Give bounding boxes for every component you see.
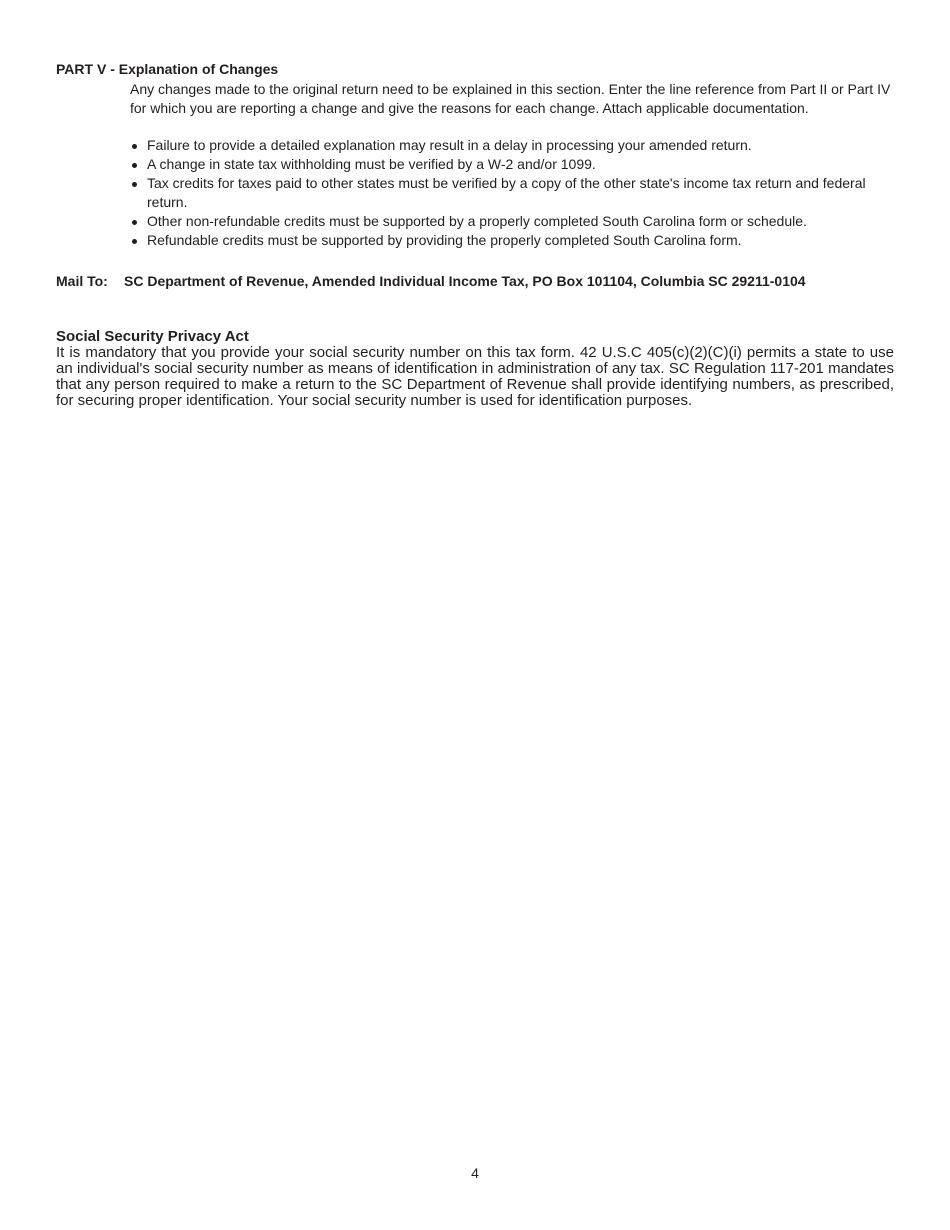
list-item [130, 231, 894, 250]
bullet-icon [132, 220, 137, 225]
mail-to-label: Mail To: [56, 273, 108, 289]
list-item [130, 155, 894, 174]
document-body [56, 61, 894, 409]
bullet-icon [132, 182, 137, 187]
bullet-icon [132, 144, 137, 149]
list-item-text: Tax credits for taxes paid to other states must be verified by a copy of the other state's income tax return and federal return. [147, 175, 866, 210]
list-item [130, 136, 894, 155]
part-v-heading: PART V - Explanation of Changes [56, 61, 279, 77]
privacy-act-heading: Social Security Privacy Act [56, 328, 249, 345]
list-item-text: Refundable credits must be supported by providing the properly completed South Carolina form. [147, 232, 742, 248]
privacy-act-text: It is mandatory that you provide your social security number on this tax form. 42 U.S.C 405(c)(2)(C)(i) permits a state to use an individual's social security number as means of identification in administration of any tax. SC Regulation 117-201 mandates that any person required to make a return to the SC Department of Revenue shall provide identifying numbers, as prescribed, for securing proper identification. Your social security number is used for identification purposes. [56, 344, 894, 409]
part-v-intro: Any changes made to the original return need to be explained in this section. Enter the line reference from Part II or Part IV for which you are reporting a change and give the reasons for each change. Attach applicable documentation. [130, 81, 891, 116]
list-item-text: Other non-refundable credits must be supported by a properly completed South Carolina form or schedule. [147, 213, 807, 229]
mail-to-address: SC Department of Revenue, Amended Individual Income Tax, PO Box 101104, Columbia SC 29211-0104 [124, 273, 806, 289]
list-item-text: Failure to provide a detailed explanation may result in a delay in processing your amended return. [147, 137, 752, 153]
list-item [130, 174, 894, 212]
mail-to [56, 272, 894, 290]
bullet-icon [132, 163, 137, 168]
list-item [130, 212, 894, 231]
bullet-icon [132, 239, 137, 244]
requirements-list [130, 136, 894, 250]
page-number: 4 [471, 1165, 479, 1181]
list-item-text: A change in state tax withholding must be verified by a W-2 and/or 1099. [147, 156, 596, 172]
